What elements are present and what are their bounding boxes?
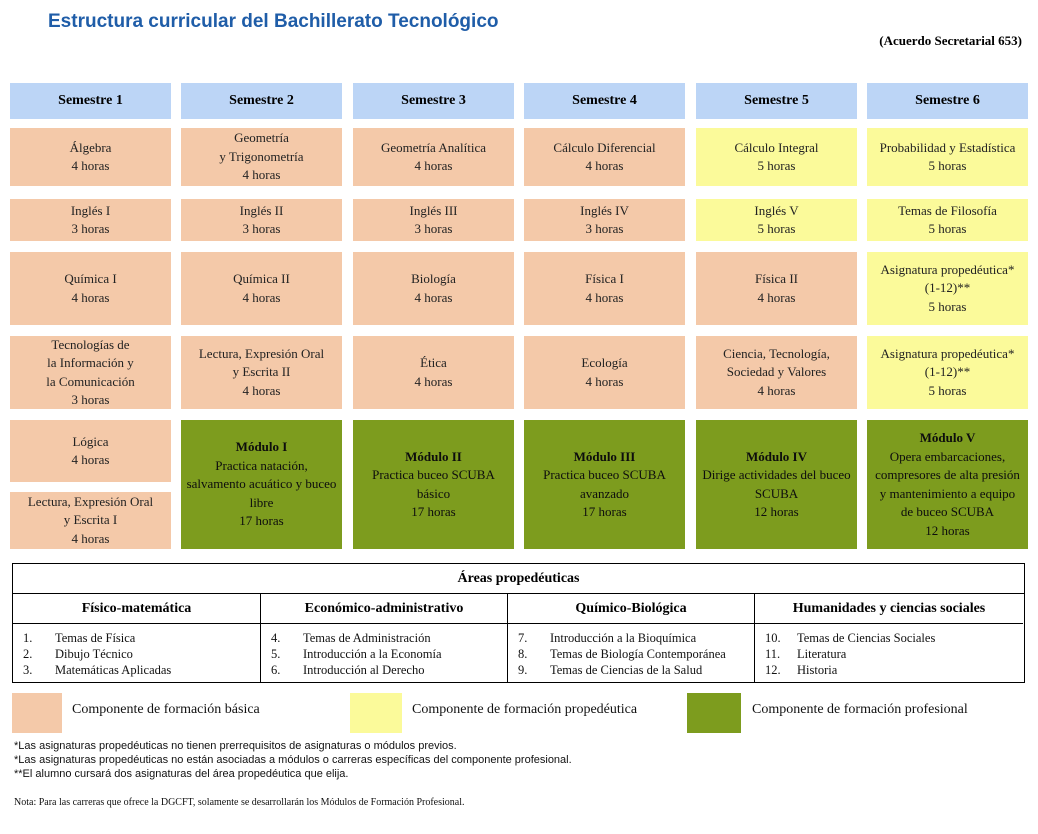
module-description: Opera embarcaciones, compresores de alta presión y mantenimiento a equipo de buceo SCUBA 12 horas <box>875 448 1020 538</box>
list-item <box>23 646 171 662</box>
item-text: Temas de Ciencias de la Salud <box>550 663 703 677</box>
area-list <box>518 630 726 678</box>
item-text: Literatura <box>797 647 847 661</box>
footnote: **El alumno cursará dos asignaturas del área propedéutica que elija. <box>14 768 349 780</box>
subject-cell <box>353 252 514 325</box>
item-number: 5. <box>271 647 281 661</box>
item-number: 12. <box>765 663 781 677</box>
module-description: Dirige actividades del buceo SCUBA 12 horas <box>702 467 851 519</box>
item-text: Temas de Física <box>55 631 136 645</box>
subject-text: Lógica 4 horas <box>71 433 110 467</box>
list-item <box>271 646 442 662</box>
module-description: Practica buceo SCUBA avanzado 17 horas <box>543 467 666 519</box>
subject-cell <box>524 128 685 186</box>
list-item <box>23 630 171 646</box>
item-text: Dibujo Técnico <box>55 647 133 661</box>
subject-cell <box>867 199 1028 241</box>
list-item <box>765 662 935 678</box>
subject-cell <box>524 252 685 325</box>
item-number: 1. <box>23 631 33 645</box>
subject-cell <box>181 128 342 186</box>
item-number: 2. <box>23 647 33 661</box>
subject-cell <box>696 199 857 241</box>
list-item <box>271 630 442 646</box>
subject-text: Cálculo Diferencial 4 horas <box>553 139 656 173</box>
item-number: 9. <box>518 663 528 677</box>
semester-header-6: Semestre 6 <box>867 83 1028 119</box>
module-cell <box>696 420 857 549</box>
subject-text: Biología 4 horas <box>411 271 456 305</box>
subject-cell <box>10 128 171 186</box>
subject-text: Lectura, Expresión Oral y Escrita II 4 horas <box>198 345 325 398</box>
subject-text: Ecología 4 horas <box>581 355 628 389</box>
subject-text: Lectura, Expresión Oral y Escrita I 4 horas <box>27 493 154 546</box>
subject-text: Inglés II 3 horas <box>239 202 284 236</box>
semester-header-1: Semestre 1 <box>10 83 171 119</box>
subject-cell <box>181 199 342 241</box>
semester-header-4: Semestre 4 <box>524 83 685 119</box>
item-number: 7. <box>518 631 528 645</box>
item-number: 10. <box>765 631 781 645</box>
area-column-quimico-biologica <box>507 594 754 682</box>
subject-cell <box>181 252 342 325</box>
subject-text: Temas de Filosofía 5 horas <box>898 202 997 236</box>
item-number: 4. <box>271 631 281 645</box>
module-cell <box>867 420 1028 549</box>
subject-text: Química II 4 horas <box>233 271 290 305</box>
subject-text: Geometría Analítica 4 horas <box>380 139 487 173</box>
semester-header-3: Semestre 3 <box>353 83 514 119</box>
area-header: Humanidades y ciencias sociales <box>755 594 1023 624</box>
subject-text: Física I 4 horas <box>585 271 624 305</box>
item-number: 8. <box>518 647 528 661</box>
subject-text: Probabilidad y Estadística 5 horas <box>879 139 1016 173</box>
item-number: 11. <box>765 647 781 661</box>
area-column-economico-administrativo <box>260 594 507 682</box>
area-list <box>271 630 442 678</box>
subject-text: Asignatura propedéutica* (1-12)** 5 horas <box>880 345 1015 398</box>
footnote: *Las asignaturas propedéuticas no están asociadas a módulos o carreras específicas del componente profesional. <box>14 754 572 766</box>
subject-cell <box>10 420 171 482</box>
item-number: 3. <box>23 663 33 677</box>
list-item <box>518 646 726 662</box>
item-text: Introducción a la Bioquímica <box>550 631 697 645</box>
item-text: Matemáticas Aplicadas <box>55 663 172 677</box>
subject-cell <box>867 128 1028 186</box>
legend-label-basica: Componente de formación básica <box>72 702 260 717</box>
subject-cell <box>696 128 857 186</box>
subject-text: Ética 4 horas <box>414 355 453 389</box>
module-name: Módulo III <box>573 448 636 464</box>
item-text: Historia <box>797 663 838 677</box>
subject-text: Álgebra 4 horas <box>69 139 112 173</box>
module-name: Módulo II <box>405 448 462 464</box>
subject-cell <box>181 336 342 409</box>
legend-swatch-profesional <box>687 693 741 733</box>
final-note: Nota: Para las carreras que ofrece la DGCFT, solamente se desarrollarán los Módulos de Formación Profesional. <box>14 797 465 808</box>
area-header: Físico-matemática <box>13 594 260 624</box>
areas-propedeuticas-table <box>12 563 1025 683</box>
item-text: Temas de Ciencias Sociales <box>797 631 936 645</box>
legend-swatch-basica <box>12 693 62 733</box>
semester-header-5: Semestre 5 <box>696 83 857 119</box>
area-header: Económico-administrativo <box>261 594 507 624</box>
subject-text: Química I 4 horas <box>64 271 117 305</box>
legend-label-profesional: Componente de formación profesional <box>752 702 968 717</box>
area-column-fisico-matematica <box>13 594 260 682</box>
areas-title: Áreas propedéuticas <box>13 564 1024 594</box>
item-text: Temas de Biología Contemporánea <box>550 647 726 661</box>
list-item <box>23 662 171 678</box>
area-header: Químico-Biológica <box>508 594 754 624</box>
item-text: Temas de Administración <box>303 631 431 645</box>
subject-cell <box>10 252 171 325</box>
module-name: Módulo V <box>919 430 976 445</box>
module-name: Módulo I <box>235 439 288 455</box>
subject-cell <box>696 252 857 325</box>
module-cell <box>524 420 685 549</box>
subject-text: Inglés III 3 horas <box>409 202 458 236</box>
area-column-humanidades <box>754 594 1023 682</box>
subject-cell <box>10 336 171 409</box>
subject-text: Inglés IV 3 horas <box>580 202 629 236</box>
subject-cell <box>867 252 1028 325</box>
subject-cell <box>10 199 171 241</box>
module-cell <box>181 420 342 549</box>
module-description: Practica buceo SCUBA básico 17 horas <box>372 467 495 519</box>
item-number: 6. <box>271 663 281 677</box>
subject-cell <box>524 336 685 409</box>
list-item <box>765 646 935 662</box>
subject-cell <box>353 199 514 241</box>
list-item <box>765 630 935 646</box>
subject-cell <box>353 128 514 186</box>
list-item <box>271 662 442 678</box>
acuerdo-reference: (Acuerdo Secretarial 653) <box>879 33 1022 48</box>
module-description: Practica natación, salvamento acuático y buceo libre 17 horas <box>186 457 337 529</box>
subject-cell <box>696 336 857 409</box>
item-text: Introducción a la Economía <box>303 647 442 661</box>
footnote: *Las asignaturas propedéuticas no tienen prerrequisitos de asignaturas o módulos previos. <box>14 740 457 752</box>
area-list <box>765 630 935 678</box>
subject-text: Tecnologías de la Información y la Comunicación 3 horas <box>46 336 135 407</box>
page-title: Estructura curricular del Bachillerato Tecnológico <box>48 11 499 32</box>
subject-cell <box>10 492 171 549</box>
module-cell <box>353 420 514 549</box>
subject-cell <box>867 336 1028 409</box>
subject-text: Cálculo Integral 5 horas <box>734 139 819 173</box>
legend-swatch-propedeutica <box>350 693 402 733</box>
subject-text: Asignatura propedéutica* (1-12)** 5 horas <box>880 261 1015 314</box>
subject-cell <box>524 199 685 241</box>
subject-text: Ciencia, Tecnología, Sociedad y Valores 4 horas <box>723 345 830 398</box>
semester-header-2: Semestre 2 <box>181 83 342 119</box>
subject-cell <box>353 336 514 409</box>
legend-label-propedeutica: Componente de formación propedéutica <box>412 702 638 717</box>
module-name: Módulo IV <box>745 448 808 464</box>
list-item <box>518 662 726 678</box>
subject-text: Inglés I 3 horas <box>70 202 111 236</box>
subject-text: Geometría y Trigonometría 4 horas <box>219 130 304 183</box>
item-text: Introducción al Derecho <box>303 663 425 677</box>
area-list <box>23 630 171 678</box>
list-item <box>518 630 726 646</box>
subject-text: Inglés V 5 horas <box>754 202 799 236</box>
subject-text: Física II 4 horas <box>755 271 798 305</box>
